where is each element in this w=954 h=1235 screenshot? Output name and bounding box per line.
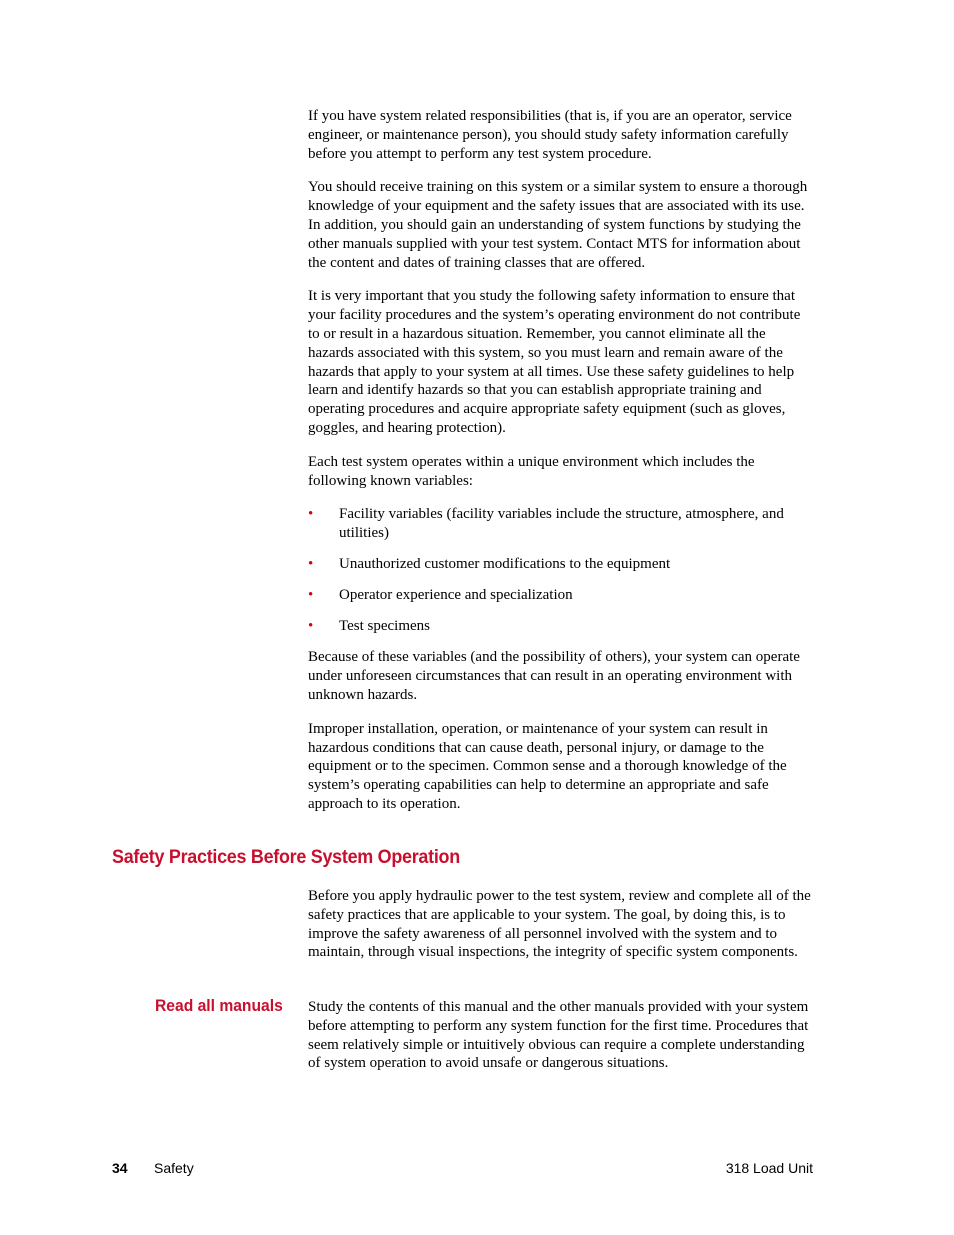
footer-document-name: 318 Load Unit <box>725 1160 813 1176</box>
intro-paragraph: If you have system related responsibilities (that is, if you are an operator, service engineer, or maintenance person), you should study safety information carefully before you attempt to perform any test system procedure. <box>308 108 792 162</box>
subsection-heading: Read all manuals <box>155 996 283 1015</box>
intro-text-block <box>308 107 813 829</box>
page-number: 34 <box>112 1160 128 1176</box>
intro-paragraph: It is very important that you study the following safety information to ensure that your facility procedures and the system’s operating environment do not contribute to or result in a hazardous situation. Remember, you cannot eliminate all the hazards associated with this system, so you must learn and remain aware of the hazards that apply to your system at all times. Use these safety guidelines to help learn and identify hazards so that you can establish appropriate training and operating procedures and acquire appropriate safety equipment (such as gloves, goggles, and hearing protection). <box>308 288 801 436</box>
section-text-block <box>308 887 813 977</box>
list-item-text: Test specimens <box>339 617 431 634</box>
list-item <box>308 505 813 543</box>
bullet-icon: • <box>308 506 314 523</box>
body-paragraph: Improper installation, operation, or maintenance of your system can result in hazardous conditions that can cause death, personal injury, or damage to the equipment or to the specimen. Common sense and a thorough knowledge of the system’s operating capabilities can help to determine an appropriate and safe approach to its operation. <box>308 720 787 812</box>
list-item <box>308 586 813 605</box>
section-heading: Safety Practices Before System Operation <box>112 846 460 868</box>
list-item-text: Unauthorized customer modifications to the equipment <box>339 555 671 572</box>
footer-section-name: Safety <box>154 1160 194 1176</box>
section-paragraph: Before you apply hydraulic power to the test system, review and complete all of the safety practices that are applicable to your system. The goal, by doing this, is to improve the safety awareness of all personnel involved with the system and to maintain, through visual inspections, the integrity of specific system components. <box>308 888 811 961</box>
list-item-text: Facility variables (facility variables include the structure, atmosphere, and utilities) <box>339 506 784 542</box>
subsection-text-block <box>308 998 813 1088</box>
bullet-icon: • <box>308 555 314 572</box>
list-item <box>308 617 813 636</box>
intro-paragraph: Each test system operates within a unique environment which includes the following known variables: <box>308 453 755 489</box>
intro-paragraph: You should receive training on this system or a similar system to ensure a thorough knowledge of your equipment and the safety issues that are associated with its use. In addition, you should gain an understanding of system functions by studying the other manuals supplied with your test system. Contact MTS for information about the content and dates of training classes that are offered. <box>308 179 808 271</box>
body-paragraph: Because of these variables (and the possibility of others), your system can operate under unforeseen circumstances that can result in an operating environment with unknown hazards. <box>308 649 800 703</box>
bullet-icon: • <box>308 617 314 634</box>
list-item-text: Operator experience and specialization <box>339 586 573 603</box>
subsection-paragraph: Study the contents of this manual and the other manuals provided with your system before attempting to perform any system function for the first time. Procedures that seem relatively simple or intuitively obvious can require a complete understanding of system operation to avoid unsafe or dangerous situations. <box>308 999 809 1072</box>
list-item <box>308 555 813 574</box>
bullet-icon: • <box>308 586 314 603</box>
variables-list <box>308 505 813 635</box>
